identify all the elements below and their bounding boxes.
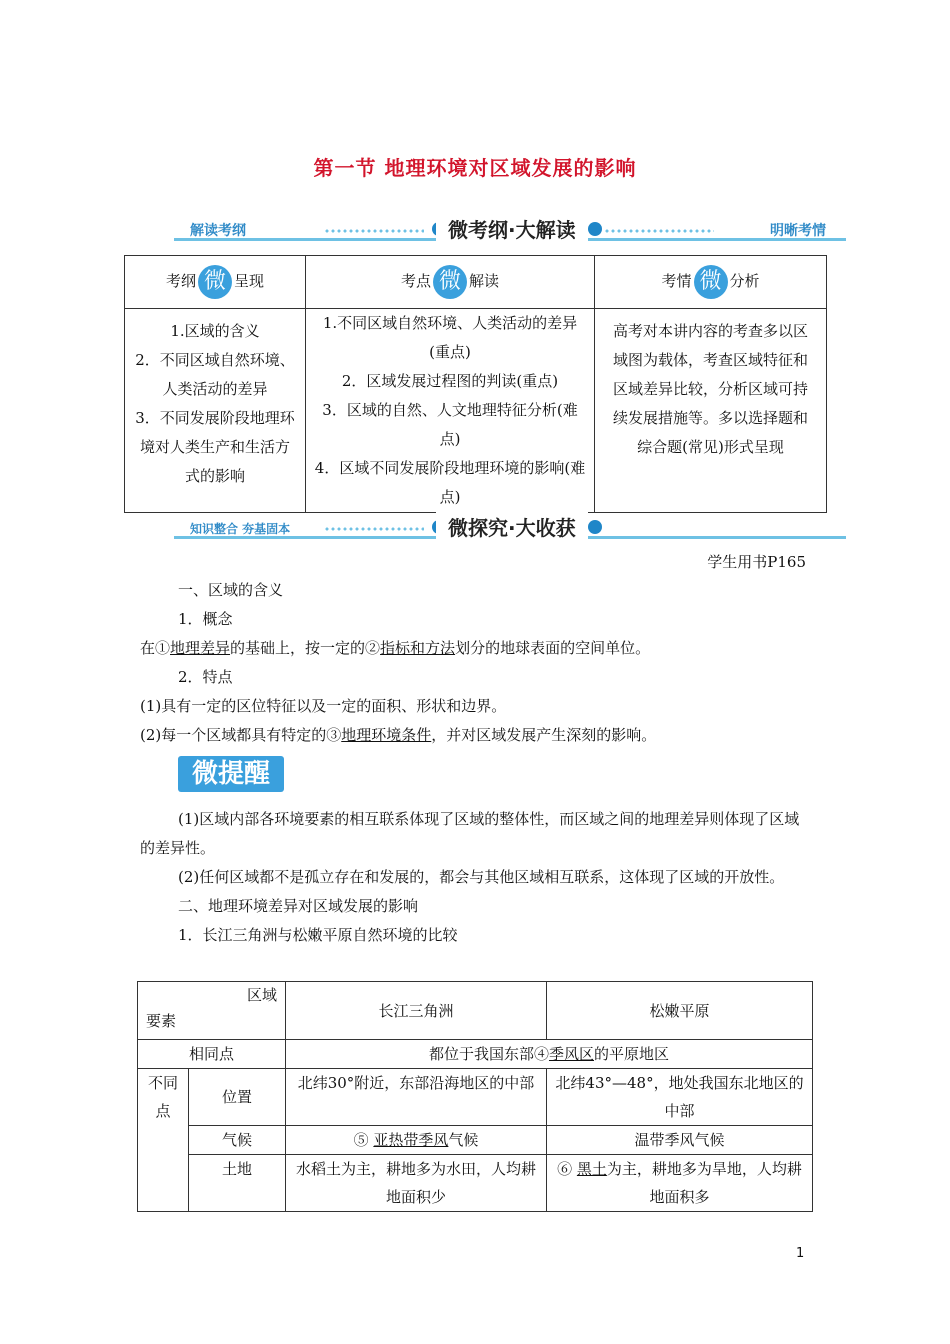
tips bbox=[140, 805, 812, 950]
paragraph: 在①地理差异的基础上，按一定的②指标和方法划分的地球表面的空间单位。 bbox=[140, 639, 651, 657]
blank-answer: 黑土 bbox=[576, 1160, 607, 1178]
wei-badge-icon: 微 bbox=[694, 265, 728, 299]
row-header: 不同点 bbox=[138, 1069, 189, 1212]
page-title: 第一节 地理环境对区域发展的影响 bbox=[313, 156, 637, 180]
subsection-heading: 1．概念 bbox=[178, 610, 233, 628]
header-text: 解读 bbox=[469, 272, 500, 290]
blank-answer: 季风区 bbox=[548, 1045, 594, 1063]
banner-cap-icon bbox=[588, 520, 602, 534]
row-header: 气候 bbox=[189, 1126, 286, 1155]
banner-title: 微探究·大收获 bbox=[436, 512, 588, 540]
table-cell: 北纬43°—48°，地处我国东北地区的中部 bbox=[547, 1069, 813, 1126]
column-header: 松嫩平原 bbox=[547, 982, 813, 1040]
subsection-heading: 2．特点 bbox=[178, 668, 233, 686]
outline-table-header bbox=[125, 256, 827, 309]
exam-outline-cell bbox=[125, 309, 306, 513]
header-cell bbox=[306, 256, 595, 309]
section-heading: 一、区域的含义 bbox=[178, 581, 284, 599]
banner-cap-icon bbox=[588, 222, 602, 236]
corner-bottom-label: 要素 bbox=[146, 1012, 177, 1030]
blank-answer: 指标和方法 bbox=[380, 639, 456, 657]
table-cell: ⑥ 黑土为主，耕地多为旱地，人均耕地面积多 bbox=[547, 1155, 813, 1212]
list-item: 4．区域不同发展阶段地理环境的影响(难点) bbox=[314, 459, 586, 506]
analysis-text: 高考对本讲内容的考查多以区域图为载体，考查区域特征和区域差异比较，分析区域可持续发展措施等。多以选择题和综合题(常见)形式呈现 bbox=[612, 322, 808, 456]
exam-points-cell bbox=[306, 309, 595, 513]
corner-top-label: 区域 bbox=[246, 986, 277, 1004]
tip-badge: 微提醒 bbox=[178, 756, 284, 792]
column-header: 长江三角洲 bbox=[286, 982, 547, 1040]
outline-table bbox=[124, 255, 827, 513]
table-cell: 温带季风气候 bbox=[547, 1126, 813, 1155]
table-cell: ⑤ 亚热带季风气候 bbox=[286, 1126, 547, 1155]
blank-answer: 亚热带季风 bbox=[373, 1131, 449, 1149]
row-header: 位置 bbox=[189, 1069, 286, 1126]
list-item: 3．区域的自然、人文地理特征分析(难点) bbox=[322, 401, 578, 448]
banner-left-label: 解读考纲 bbox=[190, 223, 246, 239]
banner-dots bbox=[324, 228, 424, 234]
banner-dots bbox=[604, 228, 714, 234]
list-item: 3．不同发展阶段地理环境对人类生产和生活方式的影响 bbox=[135, 409, 295, 485]
table-cell: 北纬30°附近，东部沿海地区的中部 bbox=[286, 1069, 547, 1126]
header-text: 考纲 bbox=[165, 272, 196, 290]
wei-badge-icon: 微 bbox=[198, 265, 232, 299]
exam-analysis-cell bbox=[595, 309, 827, 513]
tip-paragraph: (2)任何区域都不是孤立存在和发展的，都会与其他区域相互联系，这体现了区域的开放性。 bbox=[178, 868, 785, 886]
header-text: 分析 bbox=[729, 272, 760, 290]
blank-answer: 地理环境条件 bbox=[341, 726, 432, 744]
paragraph: (2)每一个区域都具有特定的③地理环境条件，并对区域发展产生深刻的影响。 bbox=[140, 726, 657, 744]
tip-paragraph: (1)区域内部各环境要素的相互联系体现了区域的整体性，而区域之间的地理差异则体现了区域的差异性。 bbox=[140, 810, 800, 857]
table-row bbox=[138, 1040, 813, 1069]
banner-title: 微考纲·大解读 bbox=[436, 214, 588, 242]
section-1 bbox=[140, 576, 812, 750]
section-banner-outline bbox=[174, 218, 846, 244]
page-number: 1 bbox=[796, 1246, 805, 1261]
list-item: 2．不同区域自然环境、人类活动的差异 bbox=[135, 351, 295, 398]
table-cell: 水稻土为主，耕地多为水田，人均耕地面积少 bbox=[286, 1155, 547, 1212]
section-heading: 二、地理环境差异对区域发展的影响 bbox=[178, 897, 419, 915]
banner-left-label: 知识整合 夯基固本 bbox=[190, 522, 291, 536]
table-cell: 都位于我国东部④季风区的平原地区 bbox=[286, 1040, 813, 1069]
list-item: 2．区域发展过程图的判读(重点) bbox=[341, 372, 559, 390]
header-text: 考情 bbox=[661, 272, 692, 290]
blank-answer: 地理差异 bbox=[170, 639, 231, 657]
table-row bbox=[138, 1155, 813, 1212]
section-banner-knowledge bbox=[174, 516, 846, 542]
paragraph: (1)具有一定的区位特征以及一定的面积、形状和边界。 bbox=[140, 697, 507, 715]
list-item: 1.不同区域自然环境、人类活动的差异(重点) bbox=[322, 314, 578, 361]
header-cell bbox=[595, 256, 827, 309]
row-header: 相同点 bbox=[138, 1040, 286, 1069]
row-header: 土地 bbox=[189, 1155, 286, 1212]
table-row bbox=[138, 1069, 813, 1126]
subsection-heading: 1．长江三角洲与松嫩平原自然环境的比较 bbox=[178, 926, 458, 944]
header-text: 考点 bbox=[400, 272, 431, 290]
outline-table-row bbox=[125, 309, 827, 513]
list-item: 1.区域的含义 bbox=[170, 322, 260, 340]
header-cell bbox=[125, 256, 306, 309]
comparison-table bbox=[137, 981, 813, 1212]
table-row bbox=[138, 1126, 813, 1155]
table-row bbox=[138, 982, 813, 1040]
banner-dots bbox=[324, 526, 424, 532]
corner-cell bbox=[138, 982, 286, 1040]
banner-right-label: 明晰考情 bbox=[770, 223, 826, 239]
book-page-reference: 学生用书P165 bbox=[707, 553, 806, 571]
header-text: 呈现 bbox=[234, 272, 265, 290]
wei-badge-icon: 微 bbox=[433, 265, 467, 299]
